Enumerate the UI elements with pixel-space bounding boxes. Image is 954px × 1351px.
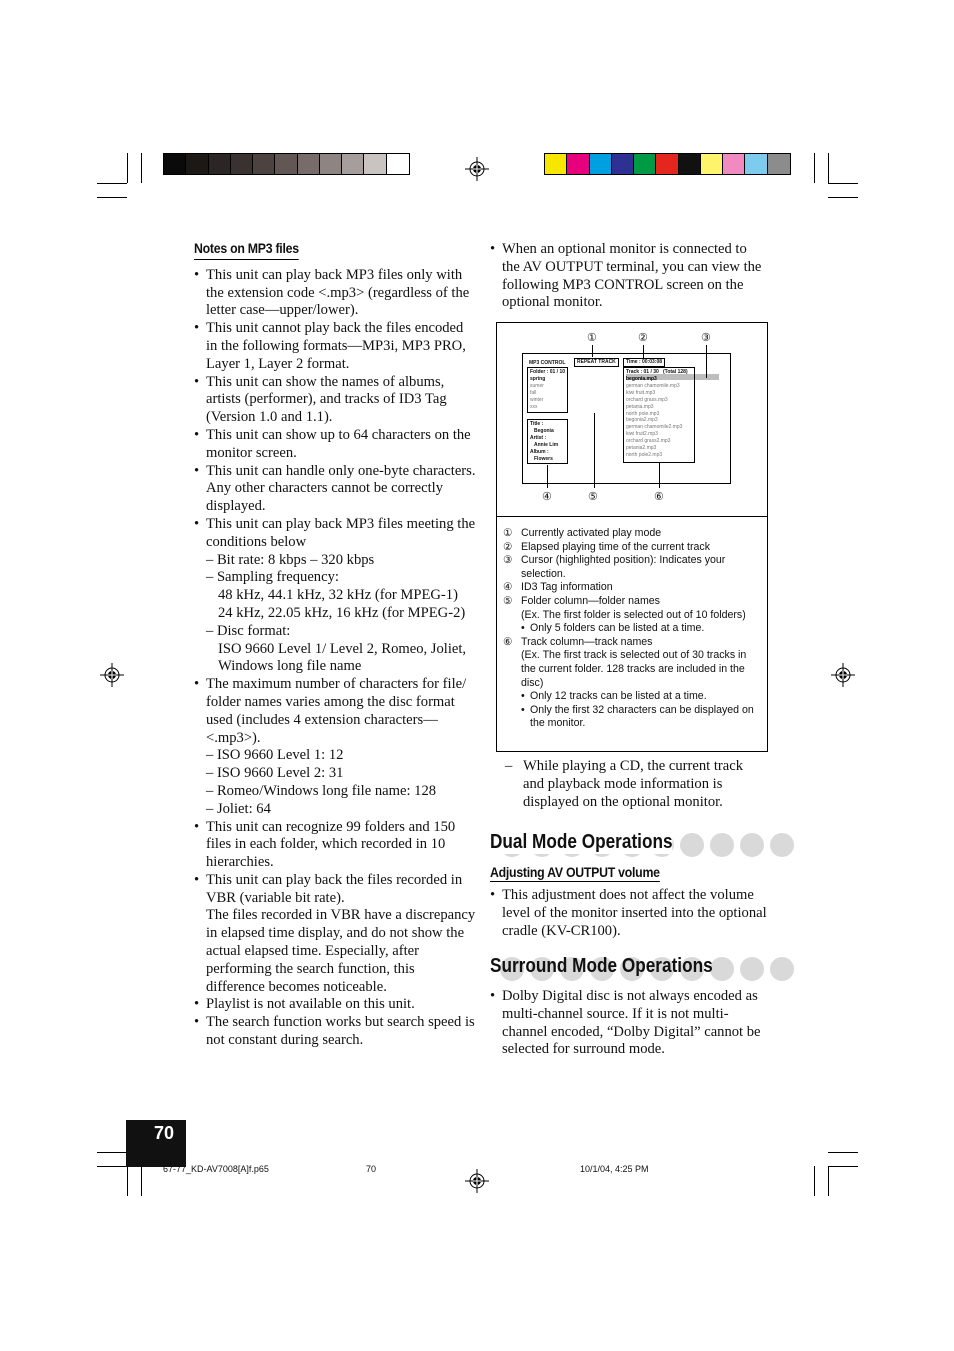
condition: – Sampling frequency: <box>206 569 339 586</box>
folder-item: xxx <box>530 404 538 410</box>
legend-marker: • <box>521 690 525 703</box>
list-item: • This unit cannot play back the files encoded in the following formats—MP3i, MP3 PRO, Layer 1, Layer 2 format. <box>194 320 476 373</box>
id3-value: Begonia <box>534 428 554 434</box>
footer-date: 10/1/04, 4:25 PM <box>580 1164 649 1174</box>
legend-marker: • <box>521 703 525 716</box>
id3-label: Title : <box>530 421 544 427</box>
track-item: north pole.mp3 <box>626 410 660 417</box>
list-item-text: • This unit can play back the files recorded in VBR (variable bit rate). <box>206 871 463 906</box>
color-swatch <box>209 154 231 174</box>
list-item: • The search function works but search speed is not constant during search. <box>194 1014 476 1050</box>
color-swatch <box>364 154 386 174</box>
color-swatch <box>186 154 208 174</box>
screen-title: MP3 CONTROL <box>529 360 566 366</box>
monitor-screen <box>522 353 731 484</box>
registration-mark-icon <box>465 157 489 181</box>
list-item-text: • This unit can play back MP3 files meeting the conditions below <box>206 515 476 550</box>
dash: – <box>505 758 513 774</box>
folder-item: winter <box>530 397 544 403</box>
color-swatch <box>768 154 790 174</box>
legend-text: ID3 Tag information <box>521 581 613 594</box>
id3-tag-box <box>527 419 568 464</box>
condition: ISO 9660 Level 1/ Level 2, Romeo, Joliet, Windows long file name <box>218 640 467 675</box>
legend-row <box>503 690 761 704</box>
track-item: kiwi fruit2.mp3 <box>626 431 658 438</box>
limit: – Romeo/Windows long file name: 128 <box>206 782 437 799</box>
crop-mark <box>127 153 128 183</box>
legend-text: (Ex. The first folder is selected out of 10 folders) <box>521 608 746 621</box>
color-swatch <box>590 154 612 174</box>
crop-mark <box>97 1152 127 1153</box>
folder-item: fall <box>530 390 537 396</box>
color-swatch <box>275 154 297 174</box>
color-swatch <box>656 154 678 174</box>
callout-2: ② <box>638 332 648 344</box>
legend-marker: ④ <box>503 581 513 594</box>
legend-text: Currently activated play mode <box>521 527 662 539</box>
dual-mode-title: Dual Mode Operations <box>490 831 673 853</box>
list-item: • Dolby Digital disc is not always encoded as multi-channel source. If it is not multi-channel encoded, “Dolby Digital” cannot be selected for surround mode. <box>490 988 770 1059</box>
color-swatch <box>612 154 634 174</box>
legend-text: Cursor (highlighted position): Indicates your selection. <box>521 554 726 580</box>
track-item: kiwi fruit.mp3 <box>626 389 656 396</box>
track-item: german chamomile.mp3 <box>626 382 680 389</box>
crop-mark <box>828 1166 858 1167</box>
color-swatch <box>320 154 342 174</box>
callout-6: ⑥ <box>654 491 664 503</box>
folder-header: Folder : 01 / 10 <box>530 369 566 375</box>
color-swatch <box>567 154 589 174</box>
track-item: petania.mp3 <box>626 403 654 410</box>
legend-text: Only 5 folders can be listed at a time. <box>530 622 705 635</box>
track-count: Track : 01 / 30 <box>626 369 659 375</box>
color-swatch <box>387 154 409 174</box>
color-swatch <box>634 154 656 174</box>
list-item: • This unit can handle only one-byte characters. Any other characters cannot be correctly displayed. <box>194 463 476 516</box>
condition: 48 kHz, 44.1 kHz, 32 kHz (for MPEG-1) <box>218 587 458 604</box>
color-swatch <box>342 154 364 174</box>
registration-mark-icon <box>465 1169 489 1193</box>
legend-marker: ① <box>503 527 513 539</box>
track-item: north pole2.mp3 <box>626 451 663 458</box>
crop-mark <box>828 1166 829 1196</box>
elapsed-time: Time : 00:03:08 <box>623 358 665 367</box>
registration-mark-icon <box>831 663 855 687</box>
condition: – Disc format: <box>206 622 291 639</box>
track-column <box>623 367 695 463</box>
crop-mark <box>97 1166 127 1167</box>
page-number: 70 <box>126 1120 186 1167</box>
limit: – ISO 9660 Level 1: 12 <box>206 747 344 764</box>
crop-mark <box>814 1166 815 1196</box>
legend-marker: • <box>521 622 525 635</box>
legend-text: Folder column—folder names <box>521 594 660 607</box>
color-swatch <box>723 154 745 174</box>
callout-3: ③ <box>701 332 711 344</box>
folder-item: spring <box>530 376 546 382</box>
registration-mark-icon <box>100 663 124 687</box>
legend-row <box>503 636 761 650</box>
list-item-text: The files recorded in VBR have a discrepancy in elapsed time display, and do not show the actual elapsed time. Especially, after performing the search function, this difference becomes noticeable. <box>206 907 476 995</box>
list-item: • Playlist is not available on this unit. <box>194 996 476 1014</box>
condition: – Bit rate: 8 kbps – 320 kbps <box>206 551 375 568</box>
limit: – ISO 9660 Level 2: 31 <box>206 765 344 782</box>
surround-mode-title: Surround Mode Operations <box>490 955 713 977</box>
list-item <box>194 872 476 997</box>
crop-mark <box>814 153 815 183</box>
list-item: • This adjustment does not affect the volume level of the monitor inserted into the optional cradle (KV-CR100). <box>490 887 770 940</box>
track-item: begonia2.mp3 <box>626 417 658 424</box>
dual-mode-subheading: Adjusting AV OUTPUT volume <box>490 864 660 880</box>
figure-divider <box>497 516 767 517</box>
crop-mark <box>141 1166 142 1196</box>
list-item: • This unit can recognize 99 folders and 150 files in each folder, which recorded in 10 hierarchies. <box>194 819 476 872</box>
callout-4: ④ <box>542 491 552 503</box>
id3-label: Album : <box>530 449 549 455</box>
legend-text: Elapsed playing time of the current track <box>521 540 711 553</box>
legend-row <box>503 622 761 636</box>
list-item: • This unit can show up to 64 characters on the monitor screen. <box>194 427 476 463</box>
limit: – Joliet: 64 <box>206 800 271 817</box>
track-list <box>626 376 692 459</box>
legend-row <box>503 704 761 731</box>
cd-note-text: While playing a CD, the current track and playback mode information is displayed on the optional monitor. <box>523 758 744 810</box>
condition: 24 kHz, 22.05 kHz, 16 kHz (for MPEG-2) <box>218 604 466 621</box>
color-swatch <box>545 154 567 174</box>
legend-text: Only the first 32 characters can be displayed on the monitor. <box>530 703 754 730</box>
legend-row <box>503 609 761 623</box>
legend-text: Only 12 tracks can be listed at a time. <box>530 690 707 703</box>
legend-text: (Ex. The first track is selected out of 30 tracks in the current folder. 128 tracks are included in the disc) <box>521 649 747 689</box>
crop-mark <box>127 1166 128 1196</box>
color-swatch <box>253 154 275 174</box>
crop-mark <box>828 153 829 183</box>
id3-value: Annie Lim <box>534 442 559 448</box>
color-swatch <box>701 154 723 174</box>
color-calibration-bar <box>544 153 791 175</box>
legend-marker: ⑤ <box>503 594 513 607</box>
crop-mark <box>828 1152 858 1153</box>
legend-marker: ⑥ <box>503 635 513 648</box>
id3-label: Artist : <box>530 435 547 441</box>
color-swatch <box>231 154 253 174</box>
list-item: • This unit can play back MP3 files only with the extension code <.mp3> (regardless of the letter case—upper/lower). <box>194 267 476 320</box>
color-swatch <box>745 154 767 174</box>
notes-list <box>194 267 476 1050</box>
legend-marker: ② <box>503 540 513 553</box>
list-item <box>194 516 476 676</box>
footer-page: 70 <box>366 1164 377 1174</box>
track-item: german chamomile2.mp3 <box>626 424 683 431</box>
track-total: (Total 128) <box>662 369 688 375</box>
dual-mode-text <box>490 887 770 940</box>
list-item: • When an optional monitor is connected to the AV OUTPUT terminal, you can view the following MP3 CONTROL screen on the optional monitor. <box>490 241 768 312</box>
color-swatch <box>679 154 701 174</box>
id3-value: Flowers <box>534 456 553 462</box>
surround-mode-text <box>490 988 770 1059</box>
folder-column <box>527 367 568 413</box>
legend-row <box>503 554 761 581</box>
list-item-text: • The maximum number of characters for file/ folder names varies among the disc format used (includes 4 extension characters—<.mp3>). <box>206 676 467 746</box>
figure-legend <box>503 527 761 731</box>
mp3-notes-column <box>194 240 476 1050</box>
crop-mark <box>828 183 858 184</box>
legend-row <box>503 541 761 555</box>
grayscale-calibration-bar <box>163 153 410 175</box>
folder-item: sumer <box>530 383 544 389</box>
callout-5: ⑤ <box>588 491 598 503</box>
track-item: orchard grass.mp3 <box>626 396 668 403</box>
crop-mark <box>828 197 858 198</box>
list-item: • This unit can show the names of albums, artists (performer), and tracks of ID3 Tag (Version 1.0 and 1.1). <box>194 374 476 427</box>
legend-marker: ③ <box>503 554 513 567</box>
mp3-control-figure <box>496 322 768 752</box>
color-swatch <box>298 154 320 174</box>
color-swatch <box>164 154 186 174</box>
track-item: orchard grass2.mp3 <box>626 438 671 445</box>
legend-row <box>503 527 761 541</box>
track-item: petania2.mp3 <box>626 445 657 452</box>
legend-row <box>503 649 761 690</box>
monitor-intro <box>490 241 768 312</box>
list-item <box>194 676 476 818</box>
notes-heading: Notes on MP3 files <box>194 240 299 260</box>
cd-note <box>505 758 755 811</box>
track-header <box>626 369 692 376</box>
footer-filename: 67-77_KD-AV7008[A]f.p65 <box>163 1164 269 1174</box>
legend-text: Track column—track names <box>521 635 653 648</box>
legend-row <box>503 581 761 595</box>
crop-mark <box>97 183 127 184</box>
crop-mark <box>97 197 127 198</box>
track-item: begonia.mp3 <box>626 376 657 382</box>
crop-mark <box>141 153 142 183</box>
callout-1: ① <box>587 332 597 344</box>
legend-row <box>503 595 761 609</box>
play-mode-badge: REPEAT TRACK <box>574 358 619 367</box>
